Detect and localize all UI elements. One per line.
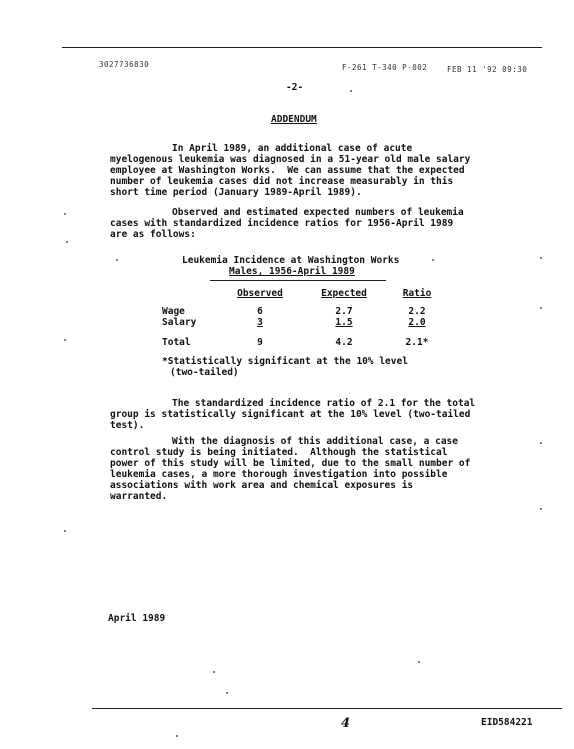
- paragraph-line: are as follows:: [110, 229, 196, 240]
- fax-left-code: 3027736830: [99, 60, 150, 69]
- scan-speck: [540, 257, 542, 259]
- table-row: [162, 337, 442, 349]
- table-title-rule: [210, 280, 386, 281]
- table-row: [162, 317, 442, 329]
- table-footnote: *Statistically significant at the 10% level: [162, 356, 408, 367]
- addendum-title: ADDENDUM: [271, 114, 317, 125]
- paragraph-line: warranted.: [110, 491, 168, 502]
- paragraph-line: With the diagnosis of this additional case, a case: [172, 436, 458, 447]
- row-label: Wage: [162, 306, 185, 317]
- paragraph-line: In April 1989, an additional case of acute: [172, 143, 413, 154]
- bottom-rule: [92, 708, 562, 709]
- top-rule: [62, 47, 542, 48]
- page-number: -2-: [286, 82, 304, 93]
- scan-speck: [64, 530, 66, 532]
- scan-speck: [64, 339, 66, 341]
- header-observed: Observed: [237, 288, 283, 299]
- date-line: April 1989: [108, 613, 166, 624]
- row-observed: 6: [257, 306, 263, 317]
- page-marker: 4: [341, 716, 351, 731]
- paragraph-line: myelogenous leukemia was diagnosed in a 51-year old male salary: [110, 154, 471, 165]
- scan-speck: [176, 735, 178, 737]
- table-title: Leukemia Incidence at Washington Works: [182, 255, 400, 266]
- scan-speck: [226, 692, 228, 694]
- paragraph-line: employee at Washington Works. We can assume that the expected: [110, 165, 465, 176]
- paragraph-line: number of leukemia cases did not increase measurably in this: [110, 176, 454, 187]
- row-observed: 9: [257, 337, 263, 348]
- row-expected: 1.5: [335, 317, 353, 328]
- paragraph-line: Observed and estimated expected numbers of leukemia: [172, 207, 464, 218]
- paragraph-line: control study is being initiated. Although the statistical: [110, 447, 448, 458]
- scan-speck: [540, 307, 542, 309]
- header-ratio: Ratio: [402, 288, 432, 299]
- scan-speck: [540, 442, 542, 444]
- document-id: EID584221: [481, 717, 533, 728]
- table-subtitle: Males, 1956-April 1989: [229, 266, 355, 277]
- scan-speck: [540, 508, 542, 510]
- row-expected: 4.2: [335, 337, 353, 348]
- row-ratio: 2.2: [408, 306, 426, 317]
- row-expected: 2.7: [335, 306, 353, 317]
- row-ratio: 2.0: [408, 317, 426, 328]
- header-expected: Expected: [321, 288, 367, 299]
- fax-center-code: F-261 T-340 P-002: [342, 63, 428, 72]
- scan-speck: [432, 259, 434, 261]
- fax-date-time: FEB 11 '92 09:30: [447, 65, 528, 74]
- scan-speck: [64, 213, 66, 215]
- table-header-row: [162, 288, 442, 300]
- paragraph-line: short time period (January 1989-April 1989).: [110, 187, 362, 198]
- row-label: Salary: [162, 317, 197, 328]
- paragraph-line: group is statistically significant at the 10% level (two-tailed: [110, 409, 471, 420]
- row-ratio: 2.1*: [405, 337, 429, 348]
- paragraph-line: The standardized incidence ratio of 2.1 for the total: [172, 398, 476, 409]
- table-footnote-cont: (two-tailed): [170, 367, 239, 378]
- paragraph-line: test).: [110, 420, 145, 431]
- paragraph-line: associations with work area and chemical exposures is: [110, 480, 414, 491]
- paragraph-line: leukemia cases, a more thorough investigation into possible: [110, 469, 448, 480]
- paragraph-line: cases with standardized incidence ratios for 1956-April 1989: [110, 218, 454, 229]
- paragraph-line: power of this study will be limited, due to the small number of: [110, 458, 471, 469]
- scan-speck: [116, 259, 118, 261]
- scan-speck: [66, 241, 68, 243]
- row-observed: 3: [257, 317, 263, 328]
- row-label: Total: [162, 337, 191, 348]
- scan-speck: [350, 90, 352, 92]
- scan-speck: [418, 661, 420, 663]
- scan-speck: [213, 671, 215, 673]
